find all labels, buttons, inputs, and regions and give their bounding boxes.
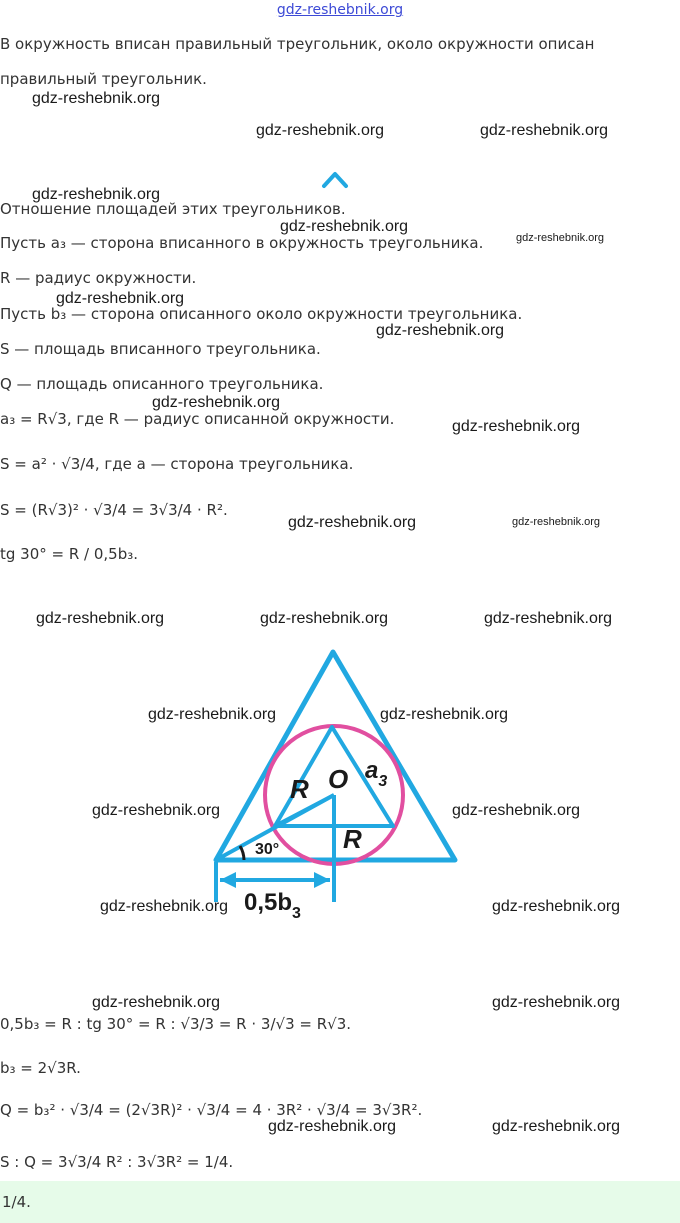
watermark: gdz-reshebnik.org (492, 994, 621, 1011)
label-angle: 30° (255, 841, 280, 858)
half-b3-formula: 0,5b₃ = R : tg 30° = R : √3/3 = R · 3/√3 = R√3. (0, 1015, 352, 1033)
watermark: gdz-reshebnik.org (492, 1118, 621, 1135)
watermark: gdz-reshebnik.org (100, 898, 229, 915)
watermark: gdz-reshebnik.org (376, 322, 505, 339)
watermark: gdz-reshebnik.org (512, 516, 601, 528)
watermark: gdz-reshebnik.org (280, 218, 409, 235)
q-definition: Q — площадь описанного треугольника. (0, 375, 324, 393)
let-a3: Пусть a₃ — сторона вписанного в окружность треугольника. (0, 234, 484, 252)
label-a3: $a_3$ (365, 757, 388, 790)
watermark: gdz-reshebnik.org (452, 802, 581, 819)
tg-formula: tg 30° = R / 0,5b₃. (0, 545, 139, 563)
label-r-1: R (290, 774, 309, 804)
watermark: gdz-reshebnik.org (484, 610, 613, 627)
ratio-formula: S : Q = 3√3/4 R² : 3√3R² = 1/4. (0, 1153, 234, 1171)
watermark: gdz-reshebnik.org (36, 610, 165, 627)
watermark: gdz-reshebnik.org (380, 706, 509, 723)
watermark: gdz-reshebnik.org (92, 994, 221, 1011)
s-formula: S = a² · √3/4, где a — сторона треугольника. (0, 455, 354, 473)
watermark: gdz-reshebnik.org (92, 802, 221, 819)
chevron-up-icon[interactable] (320, 168, 350, 190)
ratio-heading: Отношение площадей этих треугольников. (0, 200, 346, 218)
watermark: gdz-reshebnik.org (268, 1118, 397, 1135)
watermark: gdz-reshebnik.org (260, 610, 389, 627)
label-half-b3: $0,5b_3$ (244, 889, 301, 922)
a3-formula: a₃ = R√3, где R — радиус описанной окружности. (0, 410, 395, 428)
dim-arrow-left (220, 872, 236, 888)
watermark: gdz-reshebnik.org (56, 290, 185, 307)
answer-box (0, 1181, 680, 1223)
let-b3: Пусть b₃ — сторона описанного около окружности треугольника. (0, 305, 523, 323)
watermark: gdz-reshebnik.org (492, 898, 621, 915)
r-definition: R — радиус окружности. (0, 269, 197, 287)
watermark: gdz-reshebnik.org (480, 122, 609, 139)
problem-line-2: правильный треугольник. (0, 70, 207, 88)
s-definition: S — площадь вписанного треугольника. (0, 340, 321, 358)
watermark: gdz-reshebnik.org (32, 186, 161, 203)
geometry-figure (200, 640, 480, 930)
watermark: gdz-reshebnik.org (452, 418, 581, 435)
watermark: gdz-reshebnik.org (256, 122, 385, 139)
b3-value: b₃ = 2√3R. (0, 1059, 81, 1077)
site-header-link[interactable]: gdz-reshebnik.org (276, 2, 404, 18)
answer-value: 1/4. (2, 1193, 31, 1211)
watermark: gdz-reshebnik.org (148, 706, 277, 723)
s-expanded: S = (R√3)² · √3/4 = 3√3/4 · R². (0, 501, 228, 519)
watermark: gdz-reshebnik.org (32, 90, 161, 107)
watermark: gdz-reshebnik.org (516, 232, 605, 244)
watermark: gdz-reshebnik.org (152, 394, 281, 411)
watermark: gdz-reshebnik.org (288, 514, 417, 531)
problem-line-1: В окружность вписан правильный треугольник, около окружности описан (0, 35, 595, 53)
dim-arrow-right (314, 872, 330, 888)
label-r-2: R (343, 824, 362, 854)
q-formula: Q = b₃² · √3/4 = (2√3R)² · √3/4 = 4 · 3R² · √3/4 = 3√3R². (0, 1101, 423, 1119)
label-o: O (328, 764, 349, 794)
